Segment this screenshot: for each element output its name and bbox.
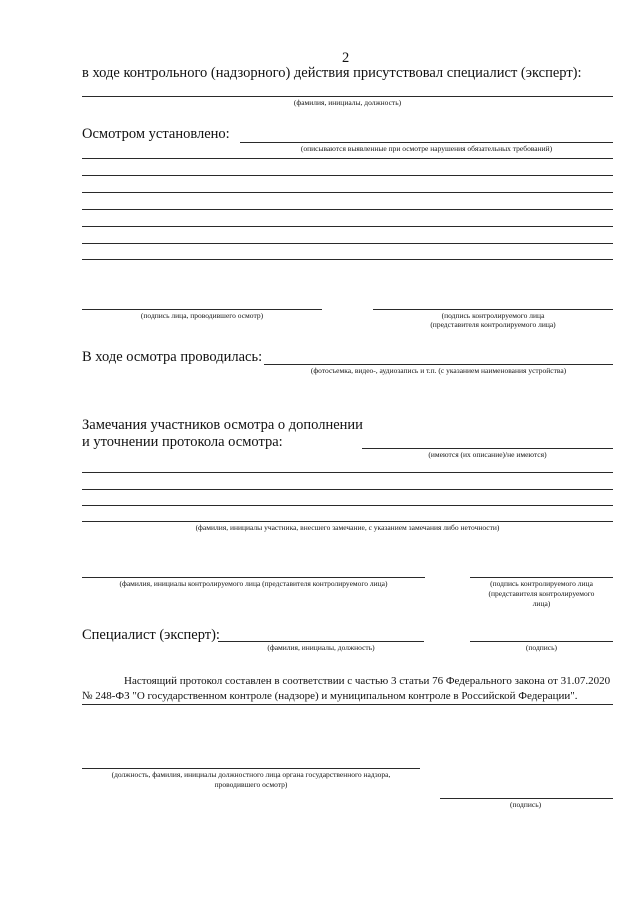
official-caption-2: проводившего осмотр) xyxy=(214,780,288,789)
remarks-caption: (имеются (их описание)/не имеются) xyxy=(428,450,547,459)
recording-heading: В ходе осмотра проводилась: xyxy=(82,349,263,365)
controlled-sign-caption-1: (подпись контролируемого лица xyxy=(441,311,545,320)
page-number: 2 xyxy=(342,50,350,66)
controlled-sign-caption-2: (представителя контролируемого лица) xyxy=(430,320,556,329)
official-caption-1: (должность, фамилия, инициалы должностного лица органа государственного надзора, xyxy=(111,770,391,779)
controlled-sign2-caption-1: (подпись контролируемого лица xyxy=(490,579,593,588)
controlled-name-line[interactable] xyxy=(82,577,425,578)
specialist-name-caption: (фамилия, инициалы, должность) xyxy=(267,643,375,652)
remarks-heading-2: и уточнении протокола осмотра: xyxy=(82,434,283,450)
controlled-sign2-caption-3: лица) xyxy=(532,599,551,608)
remarks-line-3[interactable] xyxy=(82,489,613,490)
findings-line-8[interactable] xyxy=(82,259,613,260)
findings-line-6[interactable] xyxy=(82,226,613,227)
specialist-present-caption: (фамилия, инициалы, должность) xyxy=(293,98,402,107)
remarks-line-4[interactable] xyxy=(82,505,613,506)
findings-line-3[interactable] xyxy=(82,175,613,176)
legal-text-2: № 248-ФЗ "О государственном контроле (надзоре) и муниципальном контроле в Российской Федерации". xyxy=(82,690,578,702)
inspector-sign-caption: (подпись лица, проводившего осмотр) xyxy=(140,311,264,320)
specialist-sign-line[interactable] xyxy=(470,641,613,642)
specialist-label: Специалист (эксперт): xyxy=(82,627,220,643)
controlled-name-caption: (фамилия, инициалы контролируемого лица (представителя контролируемого лица) xyxy=(119,579,388,588)
remarks-line-1[interactable] xyxy=(362,448,613,449)
inspection-findings-heading: Осмотром установлено: xyxy=(82,126,230,142)
remarks-participant-caption: (фамилия, инициалы участника, внесшего замечание, с указанием замечания либо неточности) xyxy=(195,523,500,532)
inspector-sign-line[interactable] xyxy=(82,309,322,310)
controlled-sign-line[interactable] xyxy=(373,309,613,310)
controlled-sign2-line[interactable] xyxy=(470,577,613,578)
findings-line-2[interactable] xyxy=(82,158,613,159)
remarks-heading-1: Замечания участников осмотра о дополнении xyxy=(82,417,363,433)
remarks-line-5[interactable] xyxy=(82,521,613,522)
recording-caption: (фотосъемка, видео-, аудиозапись и т.п. (с указанием наименования устройства) xyxy=(310,366,567,375)
findings-line-5[interactable] xyxy=(82,209,613,210)
specialist-name-line[interactable] xyxy=(218,641,424,642)
official-sign-caption: (подпись) xyxy=(510,800,542,809)
specialist-sign-caption: (подпись) xyxy=(525,643,558,652)
official-sign-line[interactable] xyxy=(440,798,613,799)
official-line[interactable] xyxy=(82,768,420,769)
findings-caption: (описываются выявленные при осмотре нарушения обязательных требований) xyxy=(300,144,553,153)
legal-text-1: Настоящий протокол составлен в соответствии с частью 3 статьи 76 Федерального закона от 31.07.2020 xyxy=(124,675,611,687)
controlled-sign2-caption-2: (представителя контролируемого xyxy=(488,589,595,598)
findings-line-7[interactable] xyxy=(82,243,613,244)
specialist-present-line[interactable] xyxy=(82,96,613,97)
findings-line-4[interactable] xyxy=(82,192,613,193)
legal-underline xyxy=(82,704,613,705)
remarks-line-2[interactable] xyxy=(82,472,613,473)
recording-line[interactable] xyxy=(264,364,613,365)
findings-line-1[interactable] xyxy=(240,142,613,143)
specialist-present-heading: в ходе контрольного (надзорного) действия присутствовал специалист (эксперт): xyxy=(82,65,582,81)
